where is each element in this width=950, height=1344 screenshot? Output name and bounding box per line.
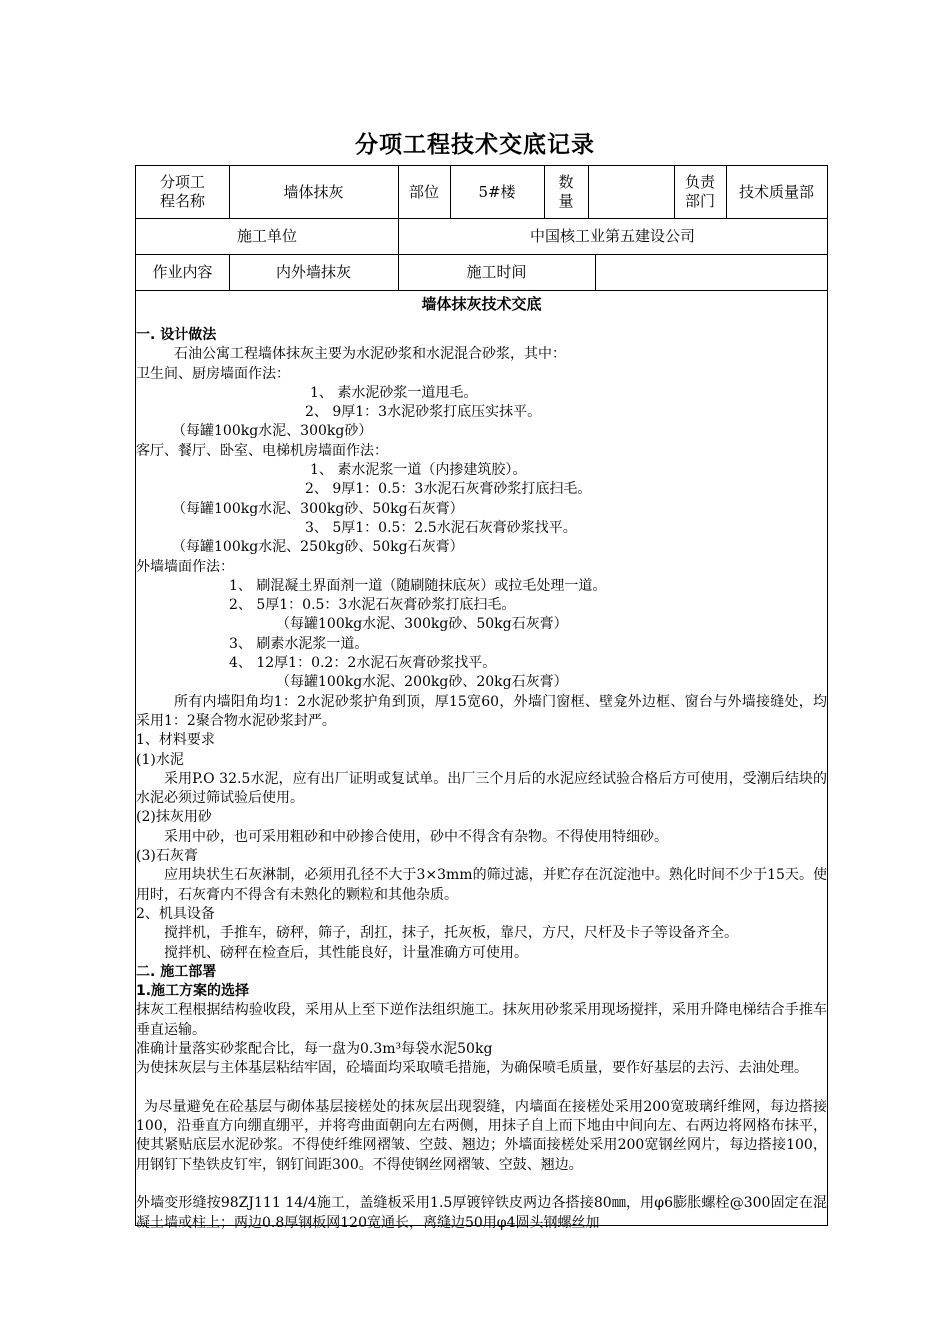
disclosure-body [136, 326, 827, 1233]
body-line: 1、 素水泥浆一道（内掺建筑胶）。 [310, 462, 527, 479]
body-line: 抹灰工程根据结构验收段，采用从上至下逆作法组织施工。抹灰用砂浆采用现场搅拌，采用升降电梯结合手推车垂直运输。 [136, 1002, 827, 1038]
body-line: 二. 施工部署 [136, 963, 217, 980]
quantity-label: 数 量 [558, 173, 574, 210]
body-line: （每罐100kg水泥、200kg砂、20kg石灰膏） [276, 674, 568, 691]
project-name-value: 墙体抹灰 [283, 182, 344, 201]
body-line: 2、 9厚1：0.5：3水泥石灰膏砂浆打底扫毛。 [305, 481, 592, 498]
body-line: 采用P.O 32.5水泥，应有出厂证明或复试单。出厂三个月后的水泥应经试验合格后方可使用，受潮后结块的水泥必须过筛试验后使用。 [136, 770, 827, 807]
construction-unit-label: 施工单位 [236, 226, 297, 245]
body-line: （每罐100kg水泥、300kg砂） [172, 423, 373, 440]
work-content-label: 作业内容 [152, 262, 213, 281]
body-line: 1、材料要求 [136, 732, 215, 749]
body-line: 4、 12厚1：0.2：2水泥石灰膏砂浆找平。 [229, 655, 497, 672]
row-divider [136, 290, 827, 291]
body-line: （每罐100kg水泥、300kg砂、50kg石灰膏） [172, 500, 464, 517]
body-line: (1)水泥 [136, 751, 184, 768]
body-line: 1、 刷混凝土界面剂一道（随刷随抹底灰）或拉毛处理一道。 [229, 577, 607, 594]
body-line: 外墙墙面作法： [136, 558, 234, 575]
body-line: 2、 9厚1：3水泥砂浆打底压实抹平。 [305, 404, 542, 421]
body-line: 石油公寓工程墙体抹灰主要为水泥砂浆和水泥混合砂浆，其中： [174, 346, 566, 363]
body-line: 准确计量落实砂浆配合比，每一盘为0.3m³每袋水泥50kg [136, 1040, 493, 1057]
construction-time-value [595, 254, 827, 290]
section-title: 墙体抹灰技术交底 [421, 295, 542, 313]
body-line: 卫生间、厨房墙面作法： [136, 365, 290, 382]
body-line: 搅拌机、磅秤在检查后，其性能良好，计量准确方可使用。 [164, 944, 528, 961]
body-line: 应用块状生石灰淋制，必须用孔径不大于3×3mm的筛过滤，并贮存在沉淀池中。熟化时间不少于15天。使用时，石灰膏内不得含有未熟化的颗粒和其他杂质。 [136, 867, 827, 903]
body-line: 3、 5厚1：0.5：2.5水泥石灰膏砂浆找平。 [305, 519, 577, 536]
body-line: (2)抹灰用砂 [136, 809, 212, 826]
department-value: 技术质量部 [738, 182, 814, 201]
quantity-value [588, 166, 674, 218]
location-value: 5#楼 [478, 182, 516, 201]
body-line: 客厅、餐厅、卧室、电梯机房墙面作法： [136, 442, 388, 459]
location-label: 部位 [408, 182, 439, 201]
construction-unit-value: 中国核工业第五建设公司 [529, 226, 695, 245]
construction-time-label: 施工时间 [466, 262, 527, 281]
body-line: 为尽量避免在砼基层与砌体基层接槎处的抹灰层出现裂缝，内墙面在接槎处采用200宽玻璃纤维网，每边搭接100，沿垂直方向绷直绷平，并将弯曲面朝向左右两侧，用抹子自上而下地由中间向左、右两边将网格布抹平，使其紧贴底层水泥砂浆。不得使纤维网褶皱、空鼓、翘边；外墙面接槎处采用200宽钢丝网片，每边搭接100，用钢钉下垫铁皮钉牢，钢钉间距300。不得使钢丝网褶皱、空鼓、翘边。 [136, 1098, 827, 1173]
body-line: 为使抹灰层与主体基层粘结牢固，砼墙面均采取喷毛措施，为确保喷毛质量，要作好基层的去污、去油处理。 [136, 1060, 808, 1077]
record-sheet [135, 165, 828, 1231]
body-line: 一. 设计做法 [136, 327, 217, 343]
body-line: (3)石灰膏 [136, 848, 198, 865]
body-line: 外墙变形缝按98ZJ111 14/4施工，盖缝板采用1.5厚镀锌铁皮两边各搭接80㎜，用φ6膨胀螺栓@300固定在混凝土墙或柱上；两边0.8厚钢板网120宽通长，离缝边50用φ4圆头钢螺丝加 [136, 1195, 827, 1231]
body-line: 1.施工方案的选择 [136, 983, 250, 1000]
body-line: （每罐100kg水泥、300kg砂、50kg石灰膏） [276, 616, 568, 633]
body-line: 采用中砂，也可采用粗砂和中砂掺合使用，砂中不得含有杂物。不得使用特细砂。 [164, 828, 668, 845]
body-line: 3、 刷素水泥浆一道。 [229, 635, 369, 652]
page-title: 分项工程技术交底记录 [355, 132, 595, 158]
body-line: 2、 5厚1：0.5：3水泥石灰膏砂浆打底扫毛。 [229, 597, 516, 614]
department-label: 负责 部门 [684, 173, 715, 210]
project-name-label: 分项工 程名称 [159, 173, 205, 210]
body-line: （每罐100kg水泥、250kg砂、50kg石灰膏） [172, 539, 464, 556]
work-content-value: 内外墙抹灰 [275, 262, 351, 281]
body-line: 所有内墙阳角均1：2水泥砂浆护角到顶，厚15宽60，外墙门窗框、壁龛外边框、窗台与外墙接缝处，均采用1：2聚合物水泥砂浆封严。 [136, 693, 827, 729]
body-line: 1、 素水泥砂浆一道甩毛。 [310, 384, 478, 401]
body-line: 2、机具设备 [136, 905, 215, 922]
body-line: 搅拌机，手推车，磅秤，筛子，刮扛，抹子，托灰板，靠尺，方尺，尺杆及卡子等设备齐全。 [164, 925, 738, 942]
